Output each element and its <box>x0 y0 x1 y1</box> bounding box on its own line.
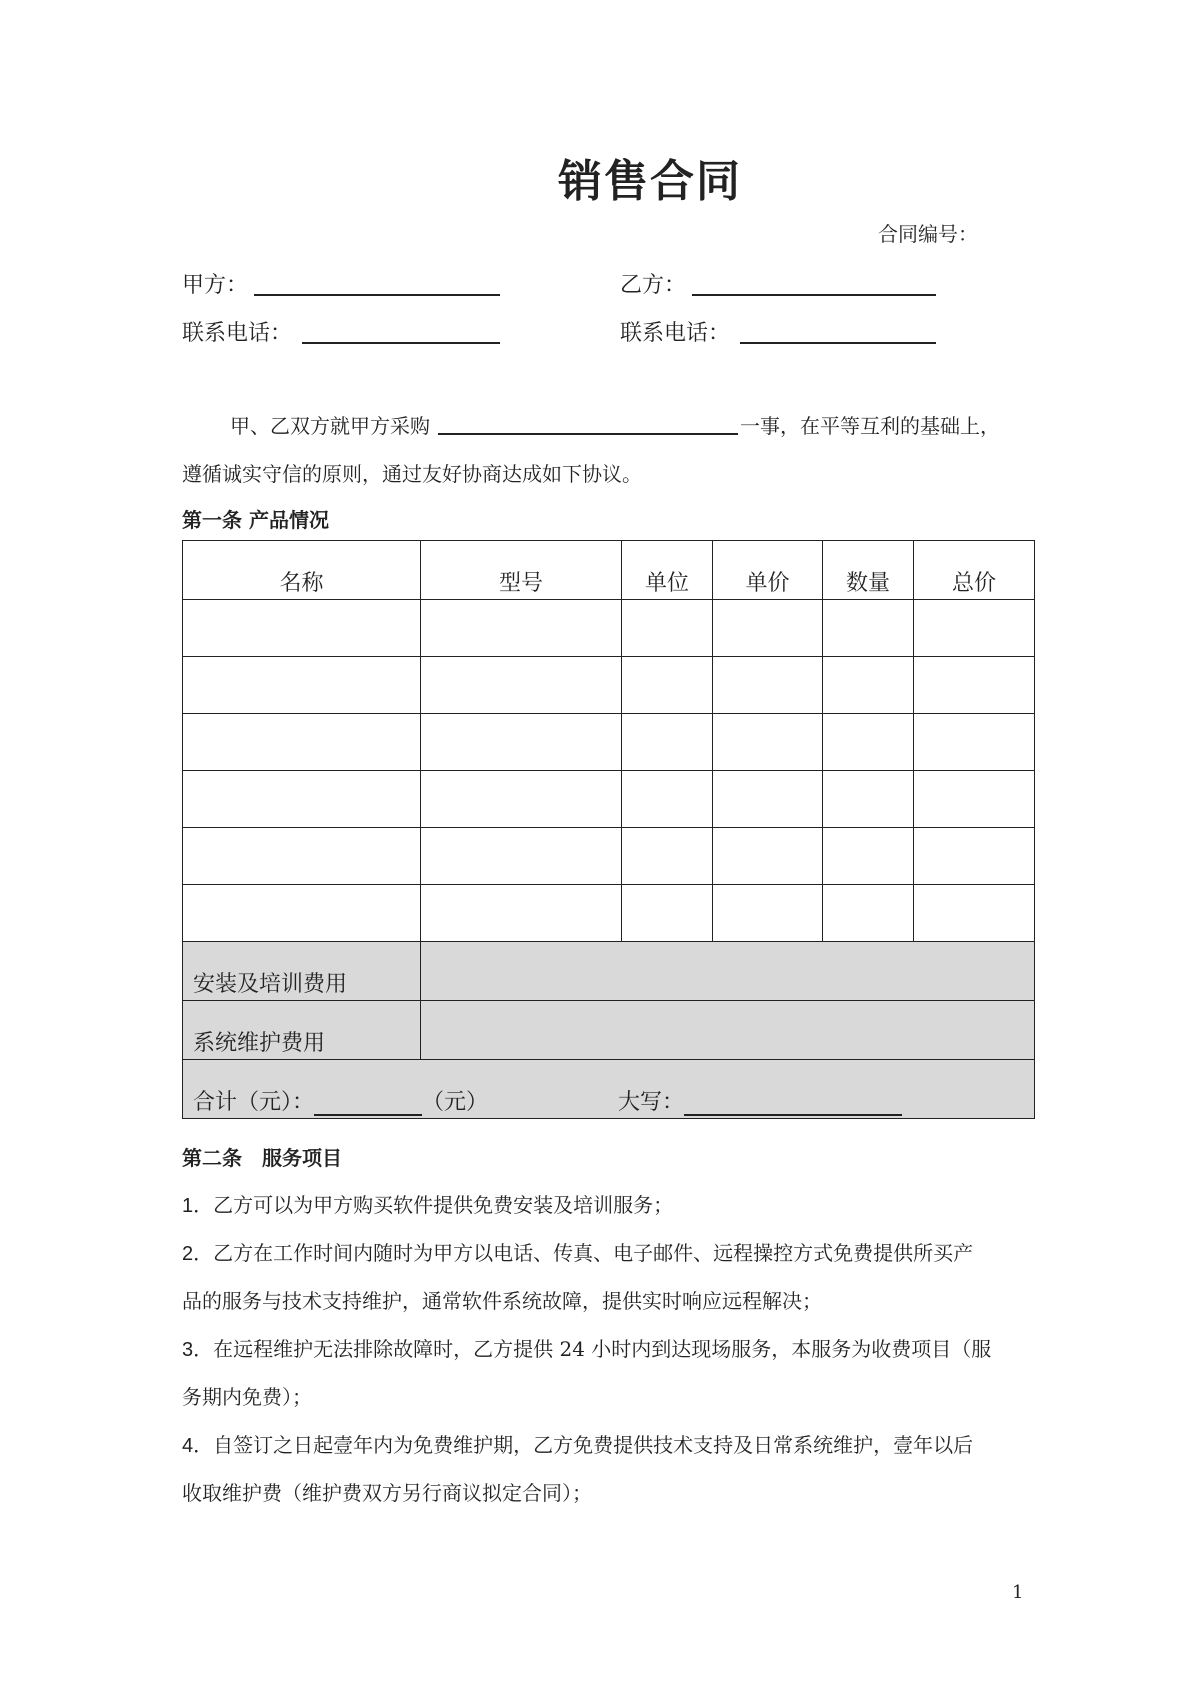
table-cell[interactable] <box>622 771 713 828</box>
table-cell[interactable] <box>183 771 421 828</box>
maintenance-fee-row <box>183 1001 1035 1060</box>
total-row <box>183 1060 1035 1119</box>
table-header-row <box>183 541 1035 600</box>
table-row <box>183 828 1035 885</box>
service-item-number: 3． <box>182 1339 214 1361</box>
service-item-text: 自签订之日起壹年内为免费维护期，乙方免费提供技术支持及日常系统维护，壹年以后 <box>213 1433 974 1457</box>
table-cell[interactable] <box>183 714 421 771</box>
party-a-blank[interactable] <box>254 268 500 296</box>
article-1-heading: 第一条 产品情况 <box>182 508 329 532</box>
page-number: 1 <box>1012 1582 1024 1603</box>
table-cell[interactable] <box>183 657 421 714</box>
capital-amount-blank[interactable] <box>684 1092 902 1116</box>
table-cell[interactable] <box>713 828 823 885</box>
table-cell[interactable] <box>622 714 713 771</box>
table-cell[interactable] <box>823 885 914 942</box>
col-header-unit-price: 单价 <box>713 541 823 600</box>
table-cell[interactable] <box>823 771 914 828</box>
table-cell[interactable] <box>421 885 622 942</box>
contract-number-label: 合同编号： <box>878 222 978 246</box>
table-cell[interactable] <box>713 771 823 828</box>
service-item-1 <box>182 1189 673 1218</box>
page-title: 销售合同 <box>558 156 742 207</box>
table-cell[interactable] <box>914 885 1035 942</box>
total-amount-blank[interactable] <box>314 1092 422 1116</box>
col-header-unit: 单位 <box>622 541 713 600</box>
table-cell[interactable] <box>713 600 823 657</box>
table-row <box>183 885 1035 942</box>
table-cell[interactable] <box>713 885 823 942</box>
install-fee-label: 安装及培训费用 <box>183 942 421 1001</box>
table-row <box>183 714 1035 771</box>
table-cell[interactable] <box>622 600 713 657</box>
product-table <box>182 540 1035 1119</box>
service-item-3-continued: 务期内免费）； <box>182 1385 312 1409</box>
intro-part2: 一事，在平等互利的基础上， <box>740 414 1000 438</box>
table-cell[interactable] <box>421 657 622 714</box>
service-item-2-continued: 品的服务与技术支持维护，通常软件系统故障，提供实时响应远程解决； <box>182 1289 822 1313</box>
table-cell[interactable] <box>183 885 421 942</box>
purchase-item-blank[interactable] <box>438 411 738 435</box>
col-header-total-price: 总价 <box>914 541 1035 600</box>
install-fee-value[interactable] <box>421 942 1035 1001</box>
service-item-number: 2． <box>182 1243 214 1265</box>
table-cell[interactable] <box>622 885 713 942</box>
col-header-model: 型号 <box>421 541 622 600</box>
party-a-label: 甲方： <box>182 273 249 298</box>
party-b-label: 乙方： <box>620 273 687 298</box>
party-b-blank[interactable] <box>692 268 936 296</box>
table-cell[interactable] <box>914 828 1035 885</box>
table-cell[interactable] <box>183 600 421 657</box>
table-cell[interactable] <box>421 600 622 657</box>
party-b-phone-blank[interactable] <box>740 316 936 344</box>
maintenance-fee-value[interactable] <box>421 1001 1035 1060</box>
col-header-quantity: 数量 <box>823 541 914 600</box>
table-cell[interactable] <box>823 714 914 771</box>
table-cell[interactable] <box>421 828 622 885</box>
col-header-name: 名称 <box>183 541 421 600</box>
service-item-4 <box>182 1429 973 1458</box>
table-row <box>183 657 1035 714</box>
table-cell[interactable] <box>823 657 914 714</box>
table-cell[interactable] <box>914 714 1035 771</box>
table-cell[interactable] <box>622 828 713 885</box>
service-item-text: 在远程维护无法排除故障时，乙方提供 24 小时内到达现场服务，本服务为收费项目（服 <box>213 1337 992 1361</box>
table-cell[interactable] <box>421 771 622 828</box>
total-unit: （元） <box>422 1090 489 1115</box>
total-label: 合计（元）： <box>193 1090 315 1115</box>
party-b-phone-label: 联系电话： <box>620 321 731 346</box>
party-a-phone-label: 联系电话： <box>182 321 293 346</box>
table-cell[interactable] <box>713 657 823 714</box>
table-cell[interactable] <box>914 657 1035 714</box>
table-cell[interactable] <box>713 714 823 771</box>
intro-part1: 甲、乙双方就甲方采购 <box>230 414 430 438</box>
capital-amount-label: 大写： <box>618 1090 685 1115</box>
maintenance-fee-label: 系统维护费用 <box>183 1001 421 1060</box>
table-cell[interactable] <box>914 771 1035 828</box>
service-item-text: 乙方在工作时间内随时为甲方以电话、传真、电子邮件、远程操控方式免费提供所买产 <box>213 1241 974 1265</box>
table-cell[interactable] <box>622 657 713 714</box>
table-row <box>183 600 1035 657</box>
table-cell[interactable] <box>823 828 914 885</box>
service-item-2 <box>182 1237 973 1266</box>
table-cell[interactable] <box>183 828 421 885</box>
table-cell[interactable] <box>914 600 1035 657</box>
service-item-3 <box>182 1333 991 1362</box>
party-a-phone-blank[interactable] <box>302 316 500 344</box>
service-item-text: 乙方可以为甲方购买软件提供免费安装及培训服务； <box>213 1193 674 1217</box>
table-cell[interactable] <box>421 714 622 771</box>
intro-line2: 遵循诚实守信的原则，通过友好协商达成如下协议。 <box>182 462 642 486</box>
service-item-4-continued: 收取维护费（维护费双方另行商议拟定合同）； <box>182 1481 592 1505</box>
service-item-number: 1． <box>182 1195 214 1217</box>
service-item-number: 4． <box>182 1435 214 1457</box>
install-fee-row <box>183 942 1035 1001</box>
table-row <box>183 771 1035 828</box>
table-cell[interactable] <box>823 600 914 657</box>
article-2-heading: 第二条 服务项目 <box>182 1146 342 1170</box>
